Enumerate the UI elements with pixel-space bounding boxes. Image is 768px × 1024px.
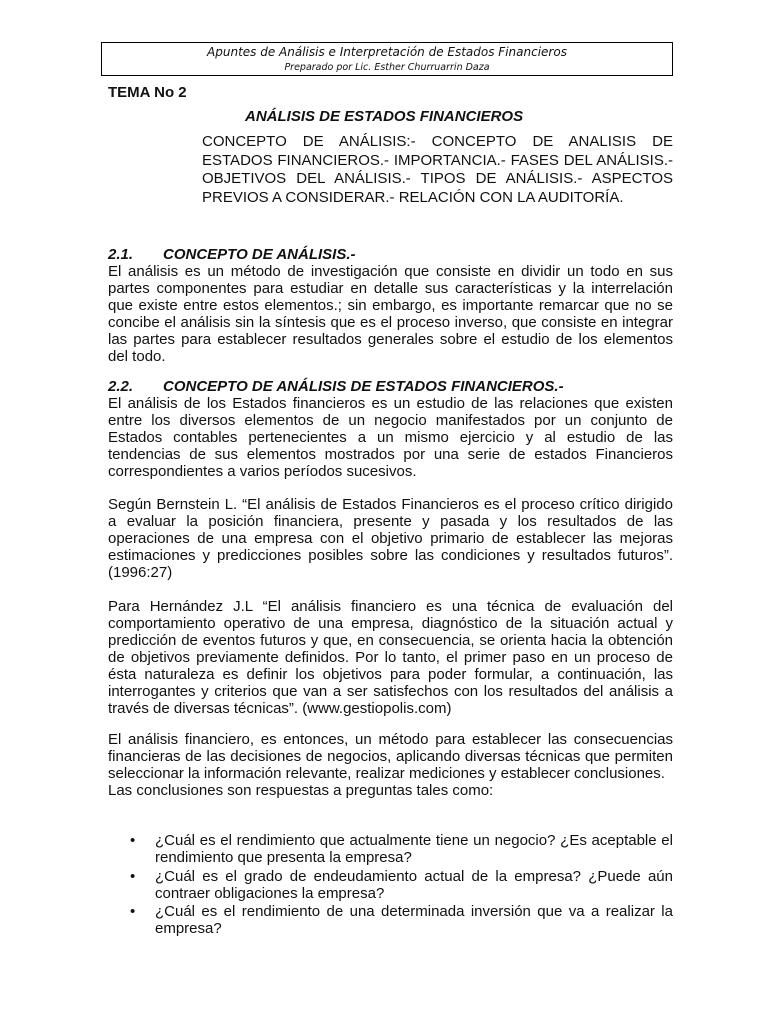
header-title: Apuntes de Análisis e Interpretación de Estados Financieros xyxy=(207,45,567,59)
hernandez-quote xyxy=(108,598,673,717)
bernstein-quote xyxy=(108,496,673,581)
bullet-icon: • xyxy=(130,903,136,920)
section-heading xyxy=(108,246,673,263)
bullet-icon: • xyxy=(130,867,136,885)
section-title: CONCEPTO DE ANÁLISIS.- xyxy=(163,246,356,263)
question-list xyxy=(130,832,673,939)
list-item-text: ¿Cuál es el rendimiento que actualmente tiene un negocio? ¿Es aceptable el rendimiento que presenta la empresa? xyxy=(155,832,673,866)
paragraph: Las conclusiones son respuestas a preguntas tales como: xyxy=(108,782,494,799)
paragraph: El análisis de los Estados financieros es un estudio de las relaciones que existen entre los diversos elementos de un negocio manifestados por un conjunto de Estados contables pertenecientes a un mismo ejercicio y al estudio de las tendencias de sus elementos mostrados por una serie de estados Financieros correspondientes a varios períodos sucesivos. xyxy=(108,395,673,480)
list-item xyxy=(130,868,673,902)
section-2-2 xyxy=(108,378,673,480)
paragraph: Según Bernstein L. “El análisis de Estados Financieros es el proceso crítico dirigido a evaluar la posición financiera, presente y pasada y los resultados de las operaciones de una empresa con el objetivo primario de establecer las mejoras estimaciones y predicciones posibles sobre las condiciones y resultados futuros”. (1996:27) xyxy=(108,496,673,581)
topic-number: TEMA No 2 xyxy=(108,84,187,101)
list-item xyxy=(130,903,673,937)
section-heading xyxy=(108,378,673,395)
bullet-icon: • xyxy=(130,832,136,849)
section-number: 2.2. xyxy=(108,378,134,395)
list-item-text: ¿Cuál es el grado de endeudamiento actual de la empresa? ¿Puede aún contraer obligaciones la empresa? xyxy=(155,867,673,902)
paragraph: El análisis financiero, es entonces, un método para establecer las consecuencias financieras de las decisiones de negocios, aplicando diversas técnicas que permiten seleccionar la información relevante, realizar mediciones y establecer conclusiones. xyxy=(108,731,673,782)
section-2-1 xyxy=(108,246,673,365)
list-item-text: ¿Cuál es el rendimiento de una determinada inversión que va a realizar la empresa? xyxy=(155,903,673,937)
section-number: 2.1. xyxy=(108,246,134,263)
paragraph: Para Hernández J.L “El análisis financiero es una técnica de evaluación del comportamiento operativo de una empresa, diagnóstico de la situación actual y predicción de eventos futuros y que, en consecuencia, se orienta hacia la obtención de objetivos previamente definidos. Por lo tanto, el primer paso en un proceso de ésta naturaleza es definir los objetivos para poder formular, a continuación, las interrogantes y criterios que van a ser satisfechos con los resultados del análisis a través de diversas técnicas”. (www.gestiopolis.com) xyxy=(108,598,673,717)
conclusion-block xyxy=(108,731,673,799)
chapter-title: ANÁLISIS DE ESTADOS FINANCIEROS xyxy=(245,108,524,125)
section-title: CONCEPTO DE ANÁLISIS DE ESTADOS FINANCIEROS.- xyxy=(163,378,564,395)
chapter-summary: CONCEPTO DE ANÁLISIS:- CONCEPTO DE ANALISIS DE ESTADOS FINANCIEROS.- IMPORTANCIA.- FASES DEL ANÁLISIS.- OBJETIVOS DEL ANÁLISIS.- TIPOS DE ANÁLISIS.- ASPECTOS PREVIOS A CONSIDERAR.- RELACIÓN CON LA AUDITORÍA. xyxy=(202,133,673,206)
header-subtitle: Preparado por Lic. Esther Churruarrin Daza xyxy=(284,62,490,73)
page-header xyxy=(101,42,673,76)
paragraph: El análisis es un método de investigación que consiste en dividir un todo en sus partes componentes para estudiar en detalle sus características y la interrelación que existe entre estos elementos.; sin embargo, es importante remarcar que no se concibe el análisis sin la síntesis que es el proceso inverso, que consiste en integrar las partes para establecer resultados generales sobre el estudio de los elementos del todo. xyxy=(108,263,673,365)
list-item xyxy=(130,832,673,866)
